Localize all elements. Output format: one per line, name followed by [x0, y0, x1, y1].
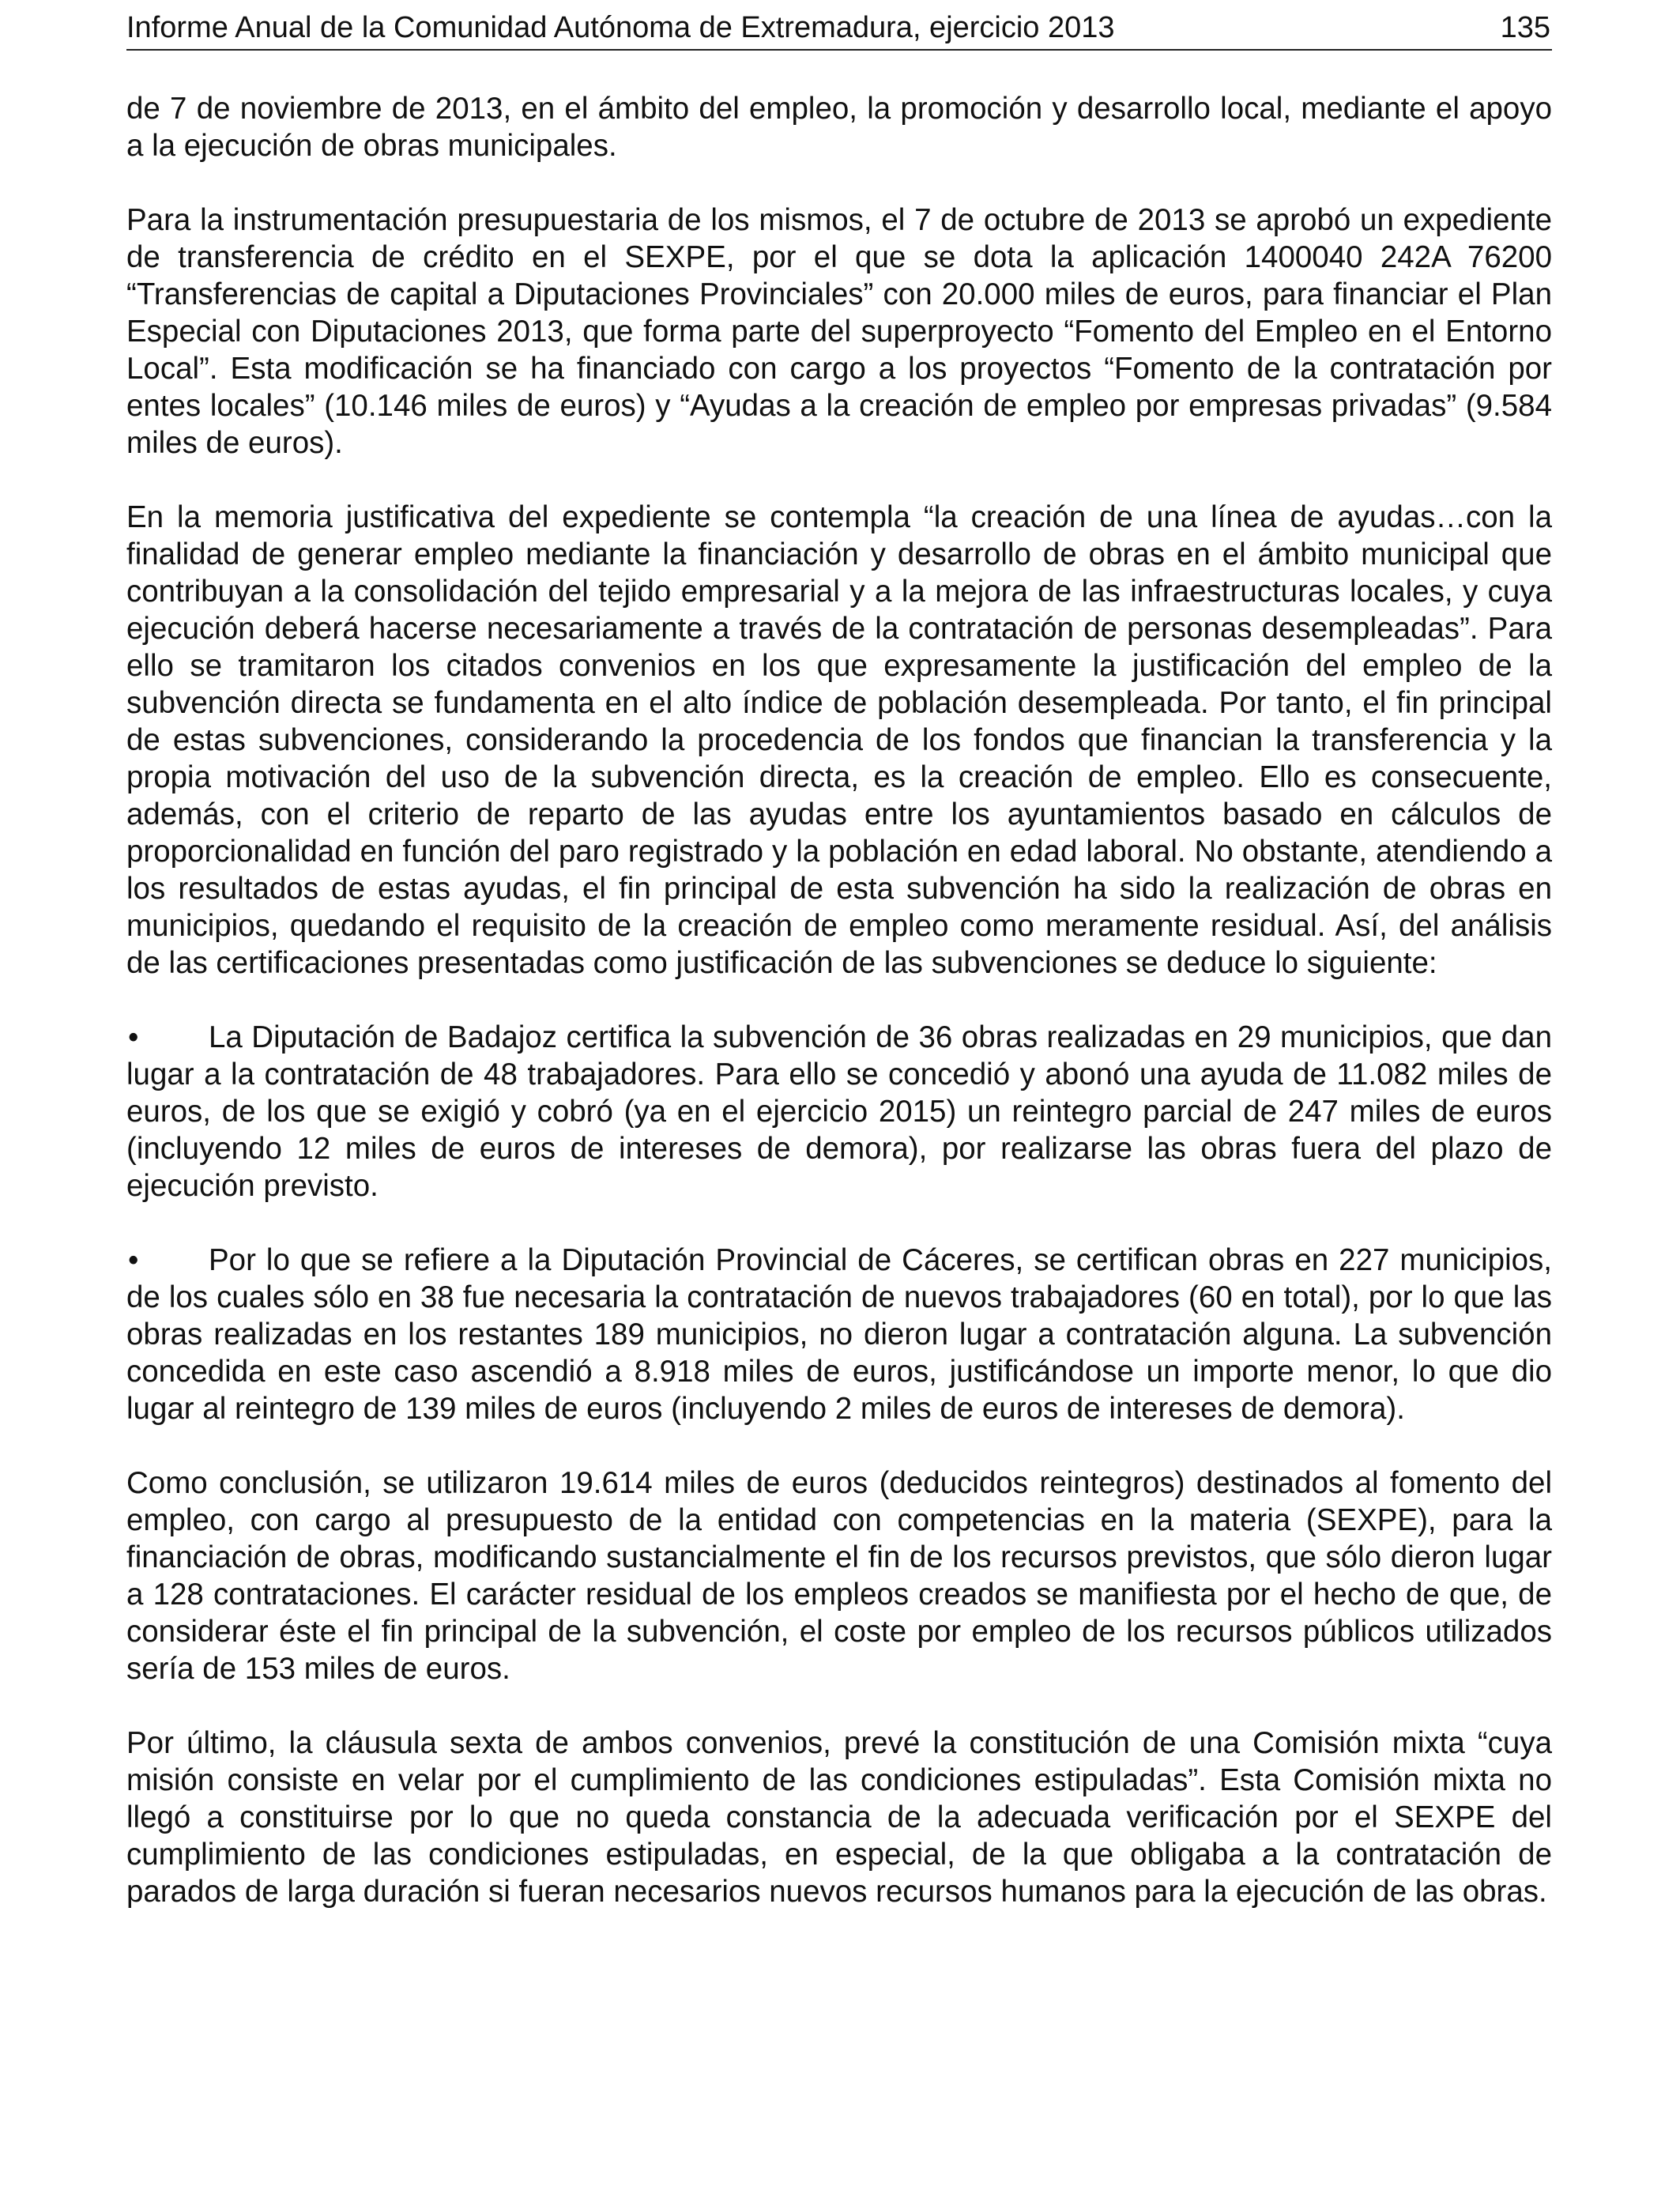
bullet-text: La Diputación de Badajoz certifica la subvención de 36 obras realizadas en 29 municipios, que dan lugar a la contratación de 48 trabajadores. Para ello se concedió y abonó una ayuda de 11.082 miles de euros, de los que se exigió y cobró (ya en el ejercicio 2015) un reintegro parcial de 247 miles de euros (incluyendo 12 miles de euros de intereses de demora), por realizarse las obras fuera del plazo de ejecución previsto.: [126, 1020, 1552, 1203]
bullet-icon: •: [128, 1243, 139, 1277]
bullet-item-1: [126, 1019, 1552, 1204]
document-body: [126, 90, 1552, 1947]
paragraph-1: de 7 de noviembre de 2013, en el ámbito del empleo, la promoción y desarrollo local, mediante el apoyo a la ejecución de obras municipales.: [126, 92, 1552, 163]
paragraph-conclusion: Como conclusión, se utilizaron 19.614 miles de euros (deducidos reintegros) destinados al fomento del empleo, con cargo al presupuesto de la entidad con competencias en la materia (SEXPE), para la financiación de obras, modificando sustancialmente el fin de los recursos previstos, que sólo dieron lugar a 128 contrataciones. El carácter residual de los empleos creados se manifiesta por el hecho de que, de considerar éste el fin principal de la subvención, el coste por empleo de los recursos públicos utilizados sería de 153 miles de euros.: [126, 1466, 1552, 1686]
paragraph-final: Por último, la cláusula sexta de ambos convenios, prevé la constitución de una Comisión mixta “cuya misión consiste en velar por el cumplimiento de las condiciones estipuladas”. Esta Comisión mixta no llegó a constituirse por lo que no queda constancia de la adecuada verificación por el SEXPE del cumplimiento de las condiciones estipuladas, en especial, de la que obligaba a la contratación de parados de larga duración si fueran necesarios nuevos recursos humanos para la ejecución de las obras.: [126, 1726, 1552, 1909]
paragraph-2: Para la instrumentación presupuestaria de los mismos, el 7 de octubre de 2013 se aprobó un expediente de transferencia de crédito en el SEXPE, por el que se dota la aplicación 1400040 242A 76200 “Transferencias de capital a Diputaciones Provinciales” con 20.000 miles de euros, para financiar el Plan Especial con Diputaciones 2013, que forma parte del superproyecto “Fomento del Empleo en el Entorno Local”. Esta modificación se ha financiado con cargo a los proyectos “Fomento de la contratación por entes locales” (10.146 miles de euros) y “Ayudas a la creación de empleo por empresas privadas” (9.584 miles de euros).: [126, 203, 1552, 460]
header-title: Informe Anual de la Comunidad Autónoma de Extremadura, ejercicio 2013: [126, 11, 1115, 44]
bullet-item-2: [126, 1242, 1552, 1427]
bullet-text: Por lo que se refiere a la Diputación Provincial de Cáceres, se certifican obras en 227 municipios, de los cuales sólo en 38 fue necesaria la contratación de nuevos trabajadores (60 en total), por lo que las obras realizadas en los restantes 189 municipios, no dieron lugar a contratación alguna. La subvención concedida en este caso ascendió a 8.918 miles de euros, justificándose un importe menor, lo que dio lugar al reintegro de 139 miles de euros (incluyendo 2 miles de euros de intereses de demora).: [126, 1243, 1552, 1426]
page-header: [126, 6, 1552, 51]
page-number: 135: [1500, 11, 1550, 44]
paragraph-3: En la memoria justificativa del expediente se contempla “la creación de una línea de ayudas…con la finalidad de generar empleo mediante la financiación y desarrollo de obras en el ámbito municipal que contribuyan a la consolidación del tejido empresarial y a la mejora de las infraestructuras locales, y cuya ejecución deberá hacerse necesariamente a través de la contratación de personas desempleadas”. Para ello se tramitaron los citados convenios en los que expresamente la justificación del empleo de la subvención directa se fundamenta en el alto índice de población desempleada. Por tanto, el fin principal de estas subvenciones, considerando la procedencia de los fondos que financian la transferencia y la propia motivación del uso de la subvención directa, es la creación de empleo. Ello es consecuente, además, con el criterio de reparto de las ayudas entre los ayuntamientos basado en cálculos de proporcionalidad en función del paro registrado y la población en edad laboral. No obstante, atendiendo a los resultados de estas ayudas, el fin principal de esta subvención ha sido la realización de obras en municipios, quedando el requisito de la creación de empleo como meramente residual. Así, del análisis de las certificaciones presentadas como justificación de las subvenciones se deduce lo siguiente:: [126, 500, 1552, 980]
bullet-icon: •: [128, 1020, 139, 1054]
